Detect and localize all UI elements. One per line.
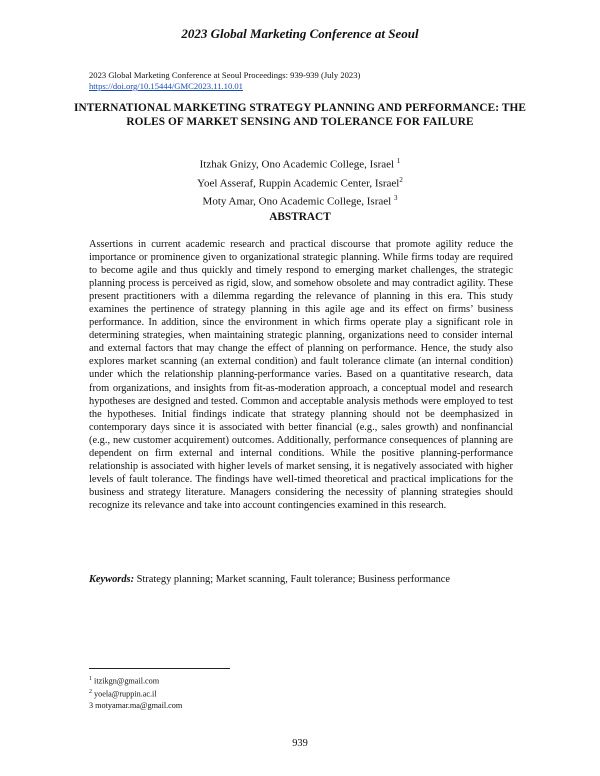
footnote: 3 motyamar.ma@gmail.com [89,700,183,710]
keywords-label: Keywords: [89,574,135,585]
proceedings-citation: 2023 Global Marketing Conference at Seoul Proceedings: 939-939 (July 2023) [89,70,361,80]
author-line: Moty Amar, Ono Academic College, Israel $^3$ [202,194,398,208]
footnote: $^2$ yoela@ruppin.ac.il [89,689,157,700]
footnotes [89,674,182,711]
author-footnote-mark: 2 [399,175,403,184]
footnote: $^1$ itzikgn@gmail.com [89,676,160,686]
running-head: 2023 Global Marketing Conference at Seoul [181,26,419,41]
footnote-divider [89,668,230,669]
author-list [0,154,600,210]
proceedings-info [89,70,360,92]
author-line: Itzhak Gnizy, Ono Academic College, Israel $^1$ [199,157,401,171]
page-number: 939 [292,738,308,749]
keywords [89,574,513,585]
paper-title: INTERNATIONAL MARKETING STRATEGY PLANNING AND PERFORMANCE: THE ROLES OF MARKET SENSING AND TOLERANCE FOR FAILURE [73,102,527,128]
keywords-text: Strategy planning; Market scanning, Fault tolerance; Business performance [136,574,451,585]
abstract-body: Assertions in current academic research and practical discourse that promote agility reduce the importance or prominence given to organizational strategic planning. While firms today are required to become agile and thus quickly and timely respond to emerging market challenges, the strategic planning process is perceived as rigid, slow, and somehow obsolete and may contradict agility. These present practitioners with a dilemma regarding the relevance of planning in this era. This study examines the pertinence of strategy planning in this agile age and its effect on firms’ business performance. In addition, since the environment in which firms operate play a significant role in determining strategies, when maintaining strategic planning, organizations need to consider internal and external factors that may change the effect of planning on performance. Hence, the study also explores market scanning (an external condition) and fault tolerance climate (an internal condition) under which the relationship planning-performance varies. Based on a quantitative research, data from organizations, and insights from fit-as-moderation approach, a conceptual model and research hypotheses are designed and tested. Common and acceptable analysis methods were employed to test the hypotheses. Initial findings indicate that strategy planning should not be deemphasized in contemporary days since it is associated with better financial (e.g., sales growth) and nonfinancial (e.g., new customer acquirement) outcomes. Additionally, performance consequences of planning are dependent on firm external and internal conditions. While the positive planning-performance relationship is associated with higher levels of market sensing, it is negatively associated with higher levels of fault tolerance. The findings have well-timed theoretical and practical implications for the business and strategy literature. Managers considering the necessity of planning strategies should recognize its relevance and take into account contingencies examined in this research. [89,239,513,511]
doi-link[interactable]: https://doi.org/10.15444/GMC2023.11.10.01 [89,81,243,91]
author-footnote-mark: 1 [396,157,401,165]
author-line: Yoel Asseraf, Ruppin Academic Center, Israel$^2$ [197,175,403,190]
abstract-heading: ABSTRACT [269,211,331,223]
author-footnote-mark: 3 [393,194,398,203]
